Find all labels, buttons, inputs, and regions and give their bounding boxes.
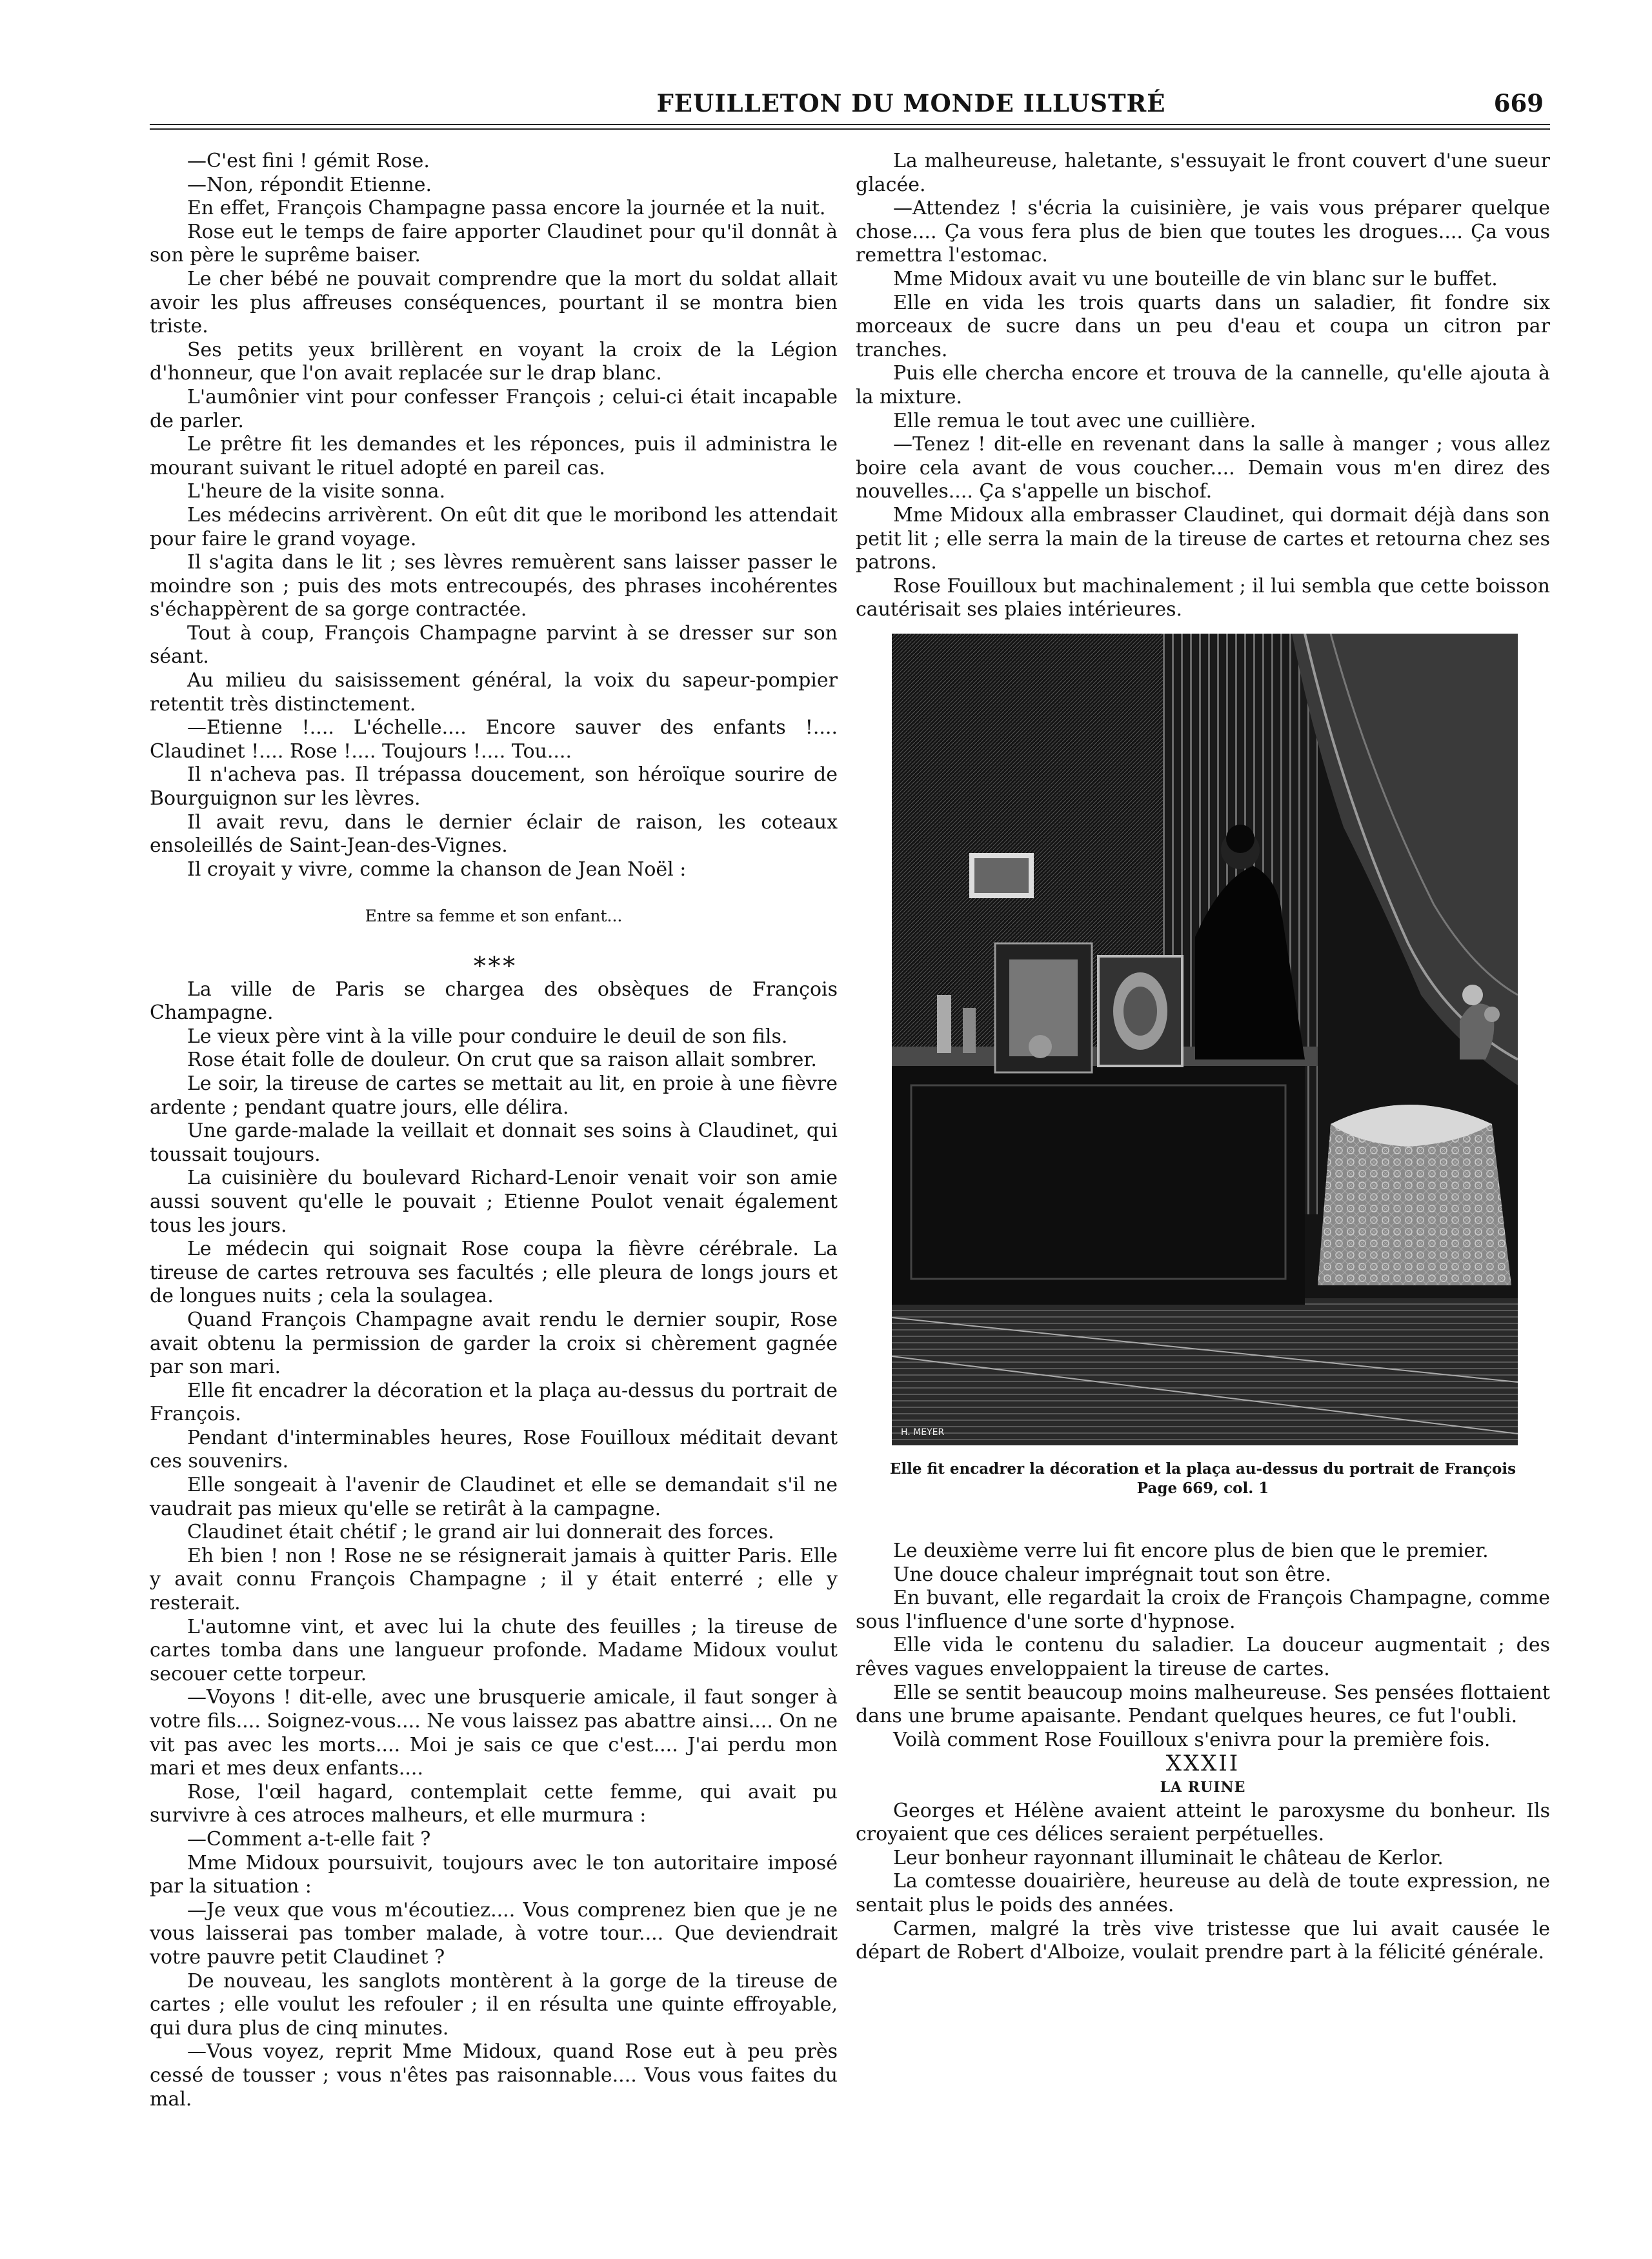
paragraph: Les médecins arrivèrent. On eût dit que le moribond les attendait pour faire le grand voyage. [150, 503, 838, 550]
right-bottom-paragraphs [856, 1540, 1550, 1752]
paragraph: En buvant, elle regardait la croix de François Champagne, comme sous l'influence d'une sorte d'hypnose. [856, 1587, 1550, 1633]
illustration-drawing [892, 634, 1518, 1445]
paragraph: Voilà comment Rose Fouilloux s'enivra pour la première fois. [893, 1728, 1491, 1751]
paragraph: —Comment a-t-elle fait ? [187, 1827, 431, 1851]
paragraph: Elle songeait à l'avenir de Claudinet et elle se demandait s'il ne vaudrait pas mieux qu'elle se retirât à la campagne. [150, 1474, 838, 1520]
paragraph: Il croyait y vivre, comme la chanson de Jean Noël : [187, 858, 687, 881]
paragraph: Rose, l'œil hagard, contemplait cette femme, qui avait pu survivre à ces atroces malheurs, et elle murmura : [150, 1780, 838, 1827]
illustration-caption [856, 1460, 1550, 1498]
paragraph: —Etienne !.... L'échelle.... Encore sauver des enfants !.... Claudinet !.... Rose !.... Toujours !.... Tou.... [150, 716, 838, 763]
section-separator: * * * [473, 952, 514, 980]
paragraph: Tout à coup, François Champagne parvint à se dresser sur son séant. [150, 621, 838, 668]
paragraph: La malheureuse, haletante, s'essuyait le front couvert d'une sueur glacée. [856, 150, 1550, 196]
paragraph: Leur bonheur rayonnant illuminait le château de Kerlor. [893, 1846, 1444, 1869]
caption-line-1: Elle fit encadrer la décoration et la plaça au-dessus du portrait de François [889, 1460, 1516, 1478]
chapter-title: LA RUINE [1160, 1778, 1246, 1796]
page-number: 669 [1493, 89, 1544, 117]
running-title: FEUILLETON DU MONDE ILLUSTRÉ [656, 89, 1166, 117]
paragraph: Une garde-malade la veillait et donnait ses soins à Claudinet, qui toussait toujours. [150, 1119, 838, 1166]
paragraph: Ses petits yeux brillèrent en voyant la croix de la Légion d'honneur, que l'on avait replacée sur le drap blanc. [150, 338, 838, 385]
left-column [150, 150, 838, 2111]
paragraph: Eh bien ! non ! Rose ne se résignerait jamais à quitter Paris. Elle y avait connu François Champagne ; il y était enterré ; elle y resterait. [150, 1544, 838, 1615]
paragraph: —Tenez ! dit-elle en revenant dans la salle à manger ; vous allez boire cela avant de vous coucher.... Demain vous m'en direz des nouvelles.... Ça s'appelle un bischof. [856, 433, 1550, 503]
header-rule-top [150, 124, 1550, 125]
paragraph: L'heure de la visite sonna. [187, 480, 446, 503]
engraver-signature: H. MEYER [901, 1427, 945, 1438]
paragraph: Rose était folle de douleur. On crut que sa raison allait sombrer. [187, 1049, 817, 1072]
header-rule-bottom [150, 128, 1550, 130]
paragraph: L'aumônier vint pour confesser François ; celui-ci était incapable de parler. [150, 385, 838, 432]
paragraph: Une douce chaleur imprégnait tout son être. [893, 1563, 1331, 1586]
paragraph: Mme Midoux poursuivit, toujours avec le ton autoritaire imposé par la situation : [150, 1851, 838, 1898]
paragraph: Mme Midoux avait vu une bouteille de vin blanc sur le buffet. [893, 267, 1498, 290]
engraving-illustration [892, 634, 1518, 1445]
paragraph: Quand François Champagne avait rendu le dernier soupir, Rose avait obtenu la permission de garder la croix si chèrement gagnée par son mari. [150, 1308, 838, 1379]
paragraph: —Attendez ! s'écria la cuisinière, je vais vous préparer quelque chose.... Ça vous fera plus de bien que toutes les drogues.... Ça vous remettra l'estomac. [856, 197, 1550, 267]
paragraph: La comtesse douairière, heureuse au delà de toute expression, ne sentait plus le poids des années. [856, 1870, 1550, 1916]
chapter-number: XXXII [1165, 1751, 1240, 1777]
paragraph: Elle fit encadrer la décoration et la plaça au-dessus du portrait de François. [150, 1379, 838, 1426]
paragraph: Le soir, la tireuse de cartes se mettait au lit, en proie à une fièvre ardente ; pendant quatre jours, elle délira. [150, 1072, 838, 1119]
paragraph: Le cher bébé ne pouvait comprendre que la mort du soldat allait avoir les plus affreuses conséquences, pourtant il se montra bien triste. [150, 267, 838, 338]
paragraph: Rose eut le temps de faire apporter Claudinet pour qu'il donnât à son père le suprême baiser. [150, 220, 838, 267]
paragraph: —C'est fini ! gémit Rose. [187, 150, 430, 172]
paragraph: Le vieux père vint à la ville pour conduire le deuil de son fils. [187, 1025, 788, 1048]
right-column-top [856, 150, 1550, 622]
paragraph: Claudinet était chétif ; le grand air lui donnerait des forces. [187, 1521, 774, 1544]
paragraph: Puis elle chercha encore et trouva de la cannelle, qu'elle ajouta à la mixture. [856, 362, 1550, 408]
paragraph: La ville de Paris se chargea des obsèques de François Champagne. [150, 978, 838, 1025]
paragraph: Pendant d'interminables heures, Rose Fouilloux méditait devant ces souvenirs. [150, 1426, 838, 1473]
paragraph: Le prêtre fit les demandes et les réponces, puis il administra le mourant suivant le rituel adopté en pareil cas. [150, 433, 838, 479]
paragraph: Carmen, malgré la très vive tristesse que lui avait causée le départ de Robert d'Alboize, voulait prendre part à la félicité générale. [856, 1917, 1550, 1964]
right-top-paragraphs [856, 150, 1550, 622]
paragraph: —Voyons ! dit-elle, avec une brusquerie amicale, il faut songer à votre fils.... Soignez-vous.... Ne vous laissez pas abattre ainsi.... On ne vit pas avec les morts.... Moi je sais ce que c'est.... J'ai perdu mon mari et mes deux enfants.... [150, 1686, 838, 1780]
chapter-paragraphs [856, 1800, 1550, 1965]
paragraph: Au milieu du saisissement général, la voix du sapeur-pompier retentit très distinctement. [150, 669, 838, 716]
right-column-bottom [856, 1540, 1550, 1965]
paragraph: Georges et Hélène avaient atteint le paroxysme du bonheur. Ils croyaient que ces délices seraient perpétuelles. [856, 1799, 1550, 1846]
paragraph: Elle se sentit beaucoup moins malheureuse. Ses pensées flottaient dans une brume apaisante. Pendant quelques heures, ce fut l'oubli. [856, 1681, 1550, 1728]
paragraph: Elle vida le contenu du saladier. La douceur augmentait ; des rêves vagues enveloppaient la tireuse de cartes. [856, 1634, 1550, 1680]
paragraph: —Non, répondit Etienne. [187, 173, 432, 196]
paragraph: Il n'acheva pas. Il trépassa doucement, son héroïque sourire de Bourguignon sur les lèvres. [150, 763, 838, 810]
paragraph: Elle remua le tout avec une cuillière. [893, 409, 1256, 432]
paragraph: En effet, François Champagne passa encore la journée et la nuit. [187, 197, 826, 220]
paragraph: Il avait revu, dans le dernier éclair de raison, les coteaux ensoleillés de Saint-Jean-des-Vignes. [150, 810, 838, 858]
paragraph: Rose Fouilloux but machinalement ; il lui sembla que cette boisson cautérisait ses plaies intérieures. [856, 574, 1550, 621]
paragraph: Le deuxième verre lui fit encore plus de bien que le premier. [893, 1540, 1489, 1562]
paragraph: —Vous voyez, reprit Mme Midoux, quand Rose eut à peu près cessé de tousser ; vous n'êtes pas raisonnable.... Vous vous faites du mal. [150, 2040, 838, 2111]
page-header [150, 85, 1550, 124]
paragraph: Le médecin qui soignait Rose coupa la fièvre cérébrale. La tireuse de cartes retrouva ses facultés ; elle pleura de longs jours et de longues nuits ; cela la soulagea. [150, 1238, 838, 1308]
left-paragraphs-before [150, 150, 838, 881]
song-quote: Entre sa femme et son enfant... [365, 907, 623, 926]
paragraph: Mme Midoux alla embrasser Claudinet, qui dormait déjà dans son petit lit ; elle serra la main de la tireuse de cartes et retourna chez ses patrons. [856, 503, 1550, 574]
paragraph: De nouveau, les sanglots montèrent à la gorge de la tireuse de cartes ; elle voulut les refouler ; il en résulta une quinte effroyable, qui dura plus de cinq minutes. [150, 1969, 838, 2040]
paragraph: Elle en vida les trois quarts dans un saladier, fit fondre six morceaux de sucre dans un peu d'eau et coupa un citron par tranches. [856, 291, 1550, 361]
left-paragraphs-after [150, 978, 838, 2112]
paragraph: —Je veux que vous m'écoutiez.... Vous comprenez bien que je ne vous laisserai pas tomber malade, à votre tour.... Que deviendrait votre pauvre petit Claudinet ? [150, 1898, 838, 1969]
paragraph: Il s'agita dans le lit ; ses lèvres remuèrent sans laisser passer le moindre son ; puis des mots entrecoupés, des phrases incohérentes s'échappèrent de sa gorge contractée. [150, 551, 838, 621]
paragraph: La cuisinière du boulevard Richard-Lenoir venait voir son amie aussi souvent qu'elle le pouvait ; Etienne Poulot venait également tous les jours. [150, 1167, 838, 1237]
paragraph: L'automne vint, et avec lui la chute des feuilles ; la tireuse de cartes tomba dans une langueur profonde. Madame Midoux voulut secouer cette torpeur. [150, 1615, 838, 1685]
caption-line-2: Page 669, col. 1 [1136, 1480, 1269, 1497]
